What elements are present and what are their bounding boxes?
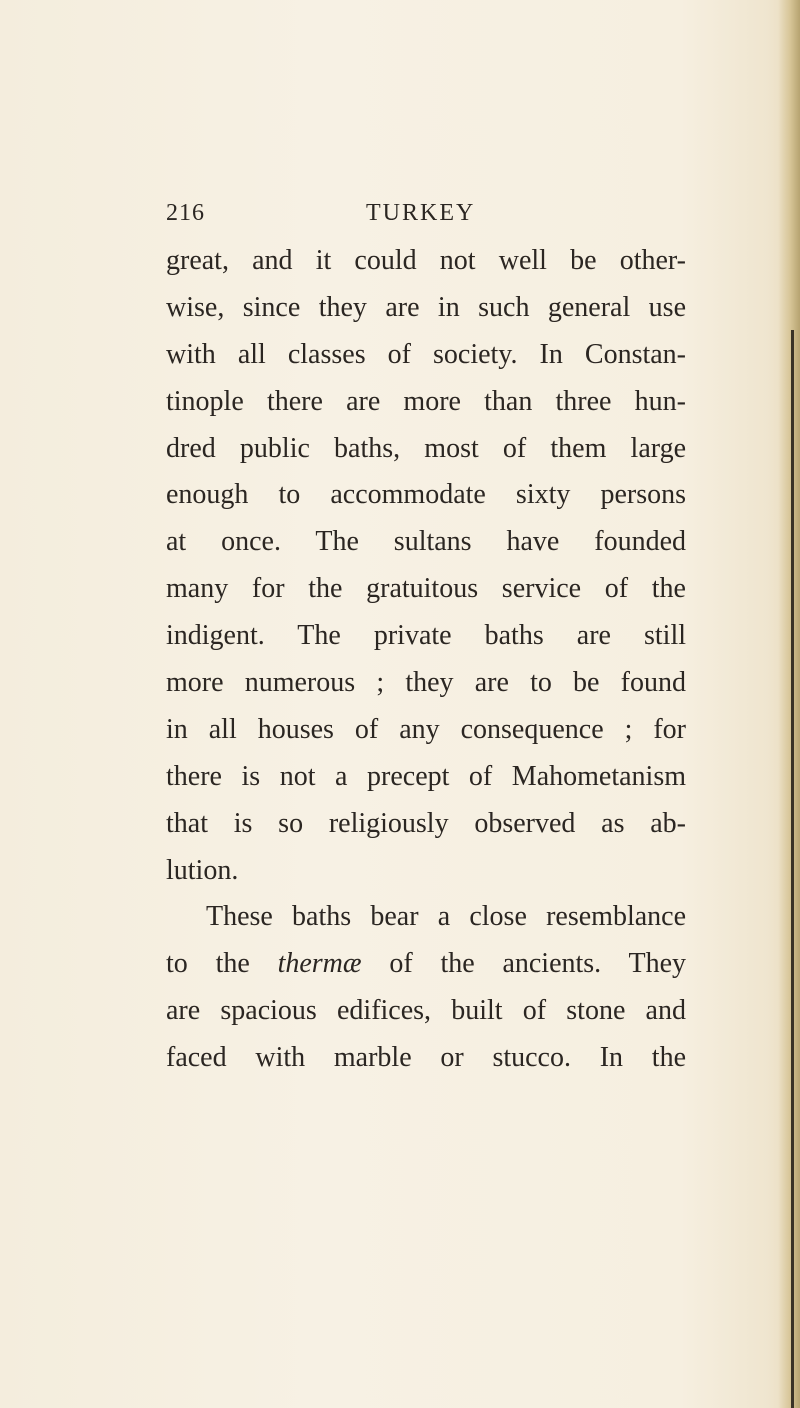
running-head: TURKEY: [366, 200, 476, 226]
text-line: many for the gratuitous service of the: [166, 573, 686, 605]
text-line: lution.: [166, 854, 239, 886]
page-number: 216: [166, 200, 205, 226]
text-line-with-italic: to the thermæ of the ancients. They: [166, 948, 686, 980]
text-line: great, and it could not well be other-: [166, 245, 686, 276]
text-line: that is so religiously observed as ab-: [166, 807, 686, 839]
text-line: indigent. The private baths are still: [166, 620, 686, 652]
text-line: tinople there are more than three hun-: [166, 385, 686, 417]
page-edge-line: [791, 330, 794, 1408]
page-edge-shadow: [778, 0, 800, 1408]
italic-word: thermæ: [277, 948, 362, 980]
text-line: wise, since they are in such general use: [166, 291, 686, 323]
body-text: [166, 238, 686, 1082]
text-line: enough to accommodate sixty persons: [166, 479, 686, 511]
text-line: are spacious edifices, built of stone and: [166, 995, 686, 1027]
text-line: more numerous ; they are to be found: [166, 667, 686, 699]
text-line: faced with marble or stucco. In the: [166, 1042, 686, 1074]
text-line: there is not a precept of Mahometanism: [166, 760, 686, 792]
text-line: at once. The sultans have founded: [166, 526, 686, 558]
page-header: [166, 200, 666, 236]
text-line: in all houses of any consequence ; for: [166, 713, 686, 745]
text-line: dred public baths, most of them large: [166, 432, 686, 464]
text-line: with all classes of society. In Constan-: [166, 338, 686, 370]
text-line: These baths bear a close resemblance: [206, 901, 686, 933]
